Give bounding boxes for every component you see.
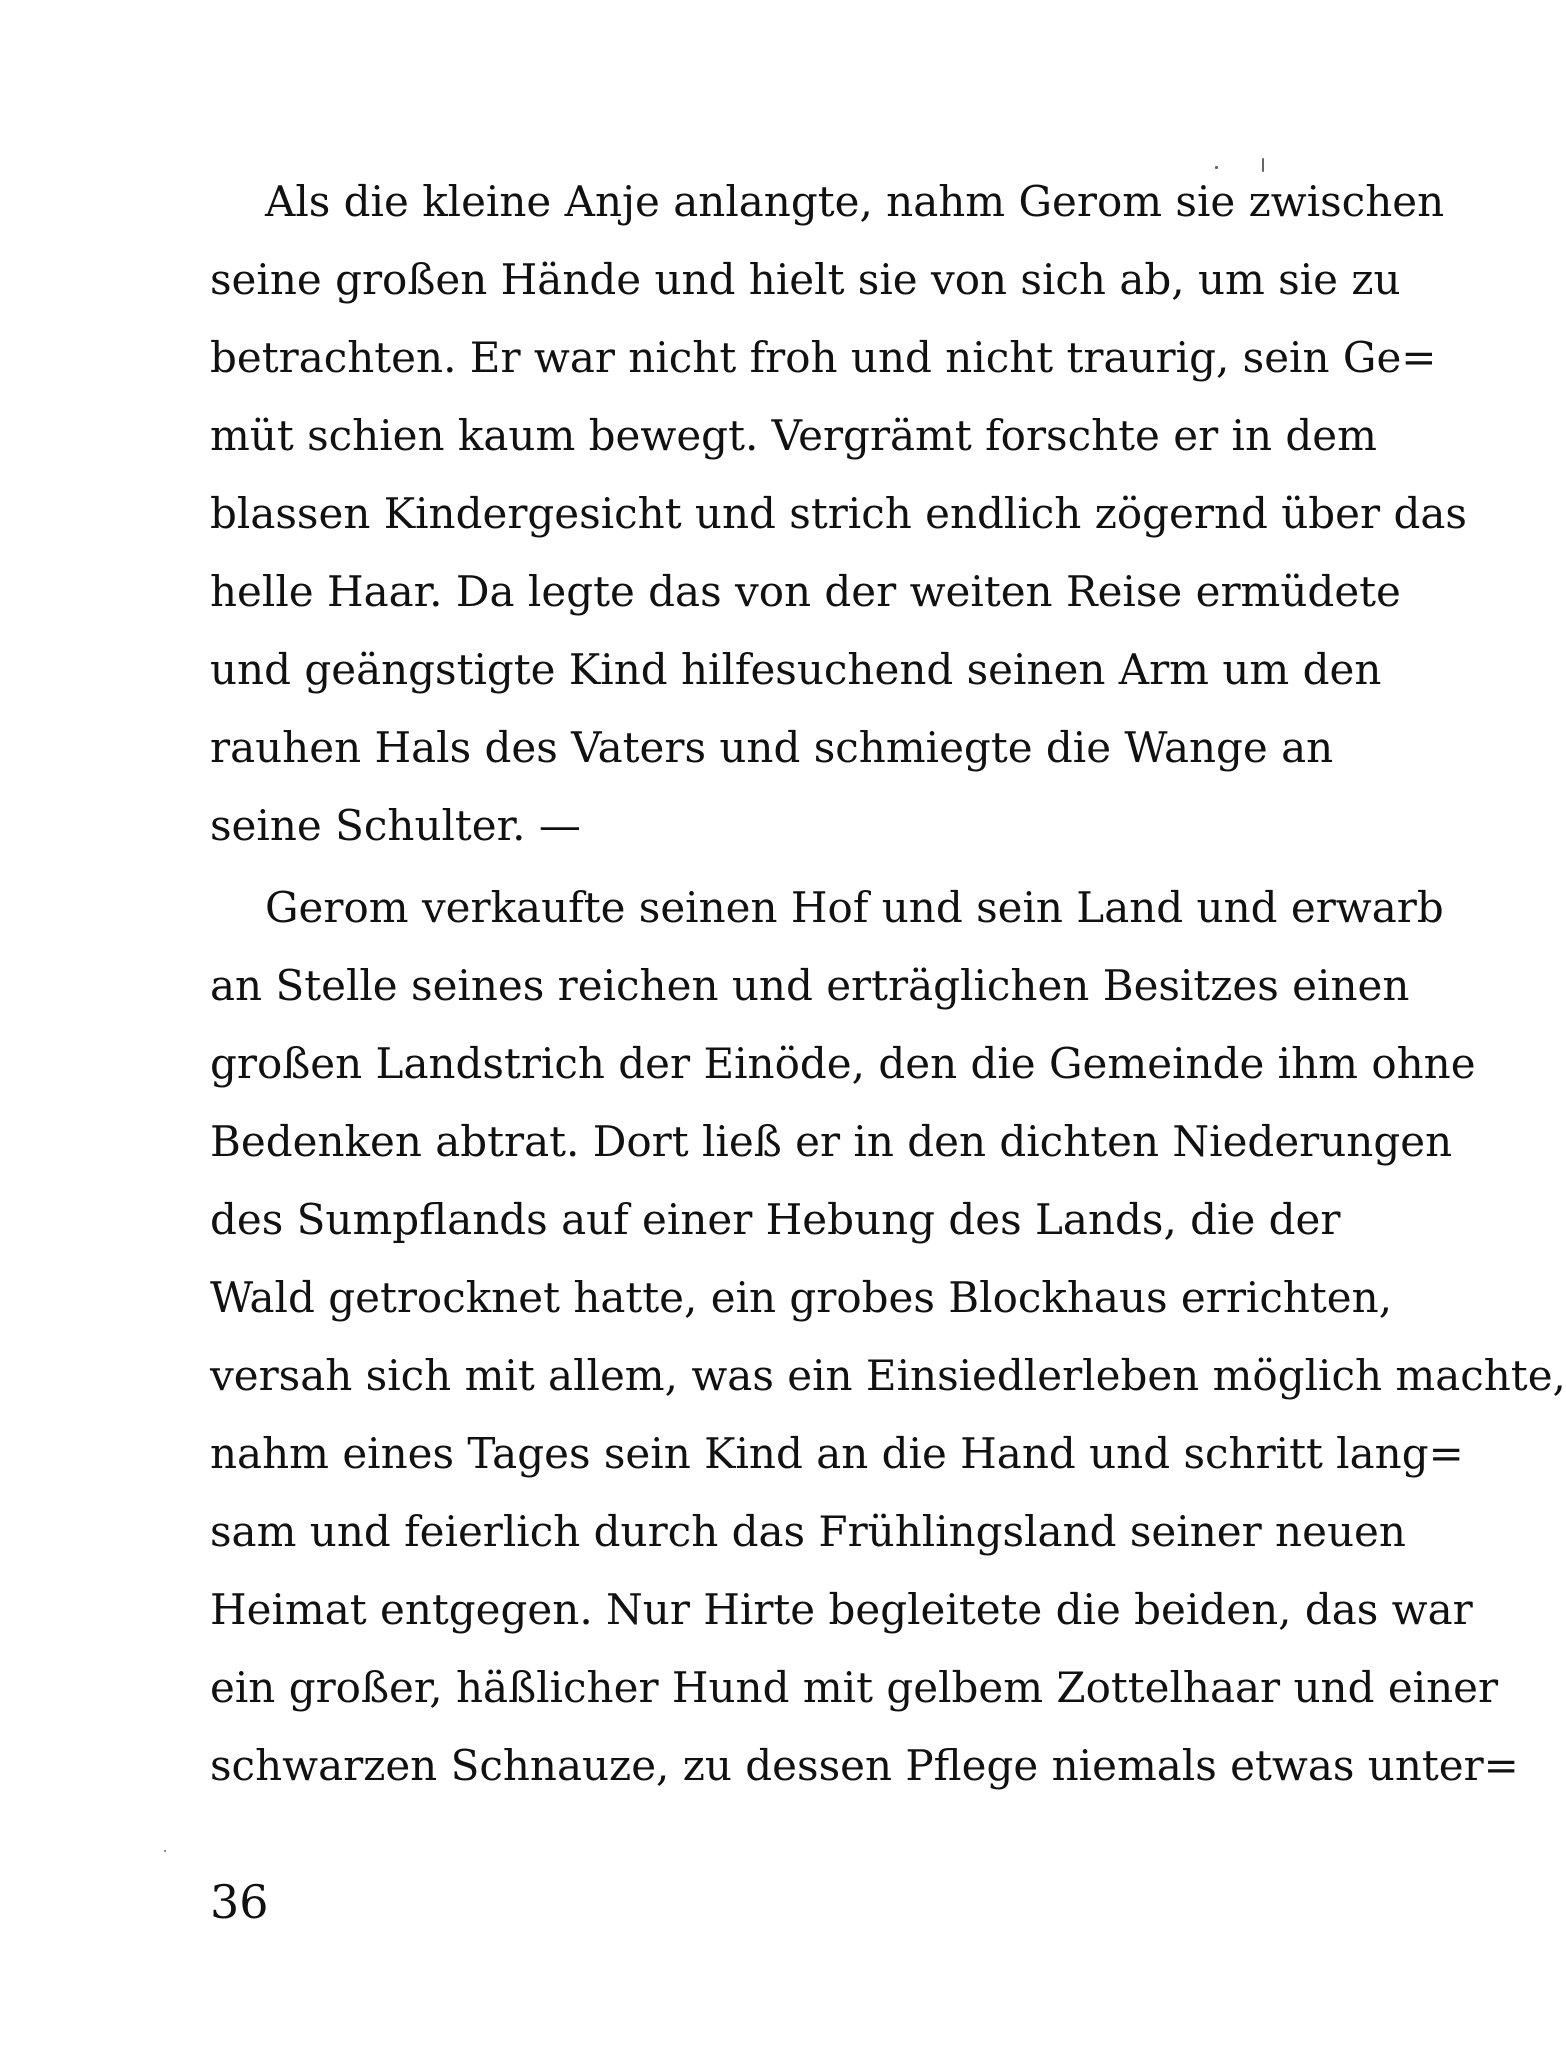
- text-line: blassen Kindergesicht und strich endlich zögernd über das: [210, 489, 1467, 538]
- text-line: und geängstigte Kind hilfesuchend seinen Arm um den: [210, 645, 1382, 694]
- text-line: sam und feierlich durch das Frühlingsland seiner neuen: [210, 1507, 1406, 1556]
- page-number: 36: [210, 1875, 269, 1929]
- text-line: Bedenken abtrat. Dort ließ er in den dichten Niederungen: [210, 1117, 1453, 1166]
- text-line: seine Schulter. —: [210, 801, 581, 850]
- text-line: ein großer, häßlicher Hund mit gelbem Zottelhaar und einer: [210, 1663, 1499, 1712]
- text-line: helle Haar. Da legte das von der weiten Reise ermüdete: [210, 567, 1401, 616]
- text-line: Wald getrocknet hatte, ein grobes Blockhaus errichten,: [210, 1273, 1393, 1322]
- text-line: Als die kleine Anje anlangte, nahm Gerom sie zwischen: [265, 177, 1445, 226]
- text-line: betrachten. Er war nicht froh und nicht traurig, sein Ge=: [210, 333, 1437, 382]
- text-line: an Stelle seines reichen und erträglichen Besitzes einen: [210, 961, 1410, 1010]
- text-line: Gerom verkaufte seinen Hof und sein Land und erwarb: [265, 883, 1444, 932]
- text-line: des Sumpflands auf einer Hebung des Lands, die der: [210, 1195, 1341, 1244]
- text-line: müt schien kaum bewegt. Vergrämt forschte er in dem: [210, 411, 1377, 460]
- text-line: versah sich mit allem, was ein Einsiedlerleben möglich machte,: [210, 1351, 1566, 1400]
- text-line: Heimat entgegen. Nur Hirte begleitete die beiden, das war: [210, 1585, 1473, 1634]
- text-line: rauhen Hals des Vaters und schmiegte die Wange an: [210, 723, 1334, 772]
- text-line: großen Landstrich der Einöde, den die Gemeinde ihm ohne: [210, 1039, 1476, 1088]
- text-line: seine großen Hände und hielt sie von sich ab, um sie zu: [210, 255, 1401, 304]
- scan-speck: [1215, 166, 1218, 169]
- text-line: schwarzen Schnauze, zu dessen Pflege niemals etwas unter=: [210, 1741, 1519, 1790]
- scan-speck: [164, 1850, 166, 1852]
- scan-speck: [1262, 158, 1264, 172]
- text-line: nahm eines Tages sein Kind an die Hand und schritt lang=: [210, 1429, 1464, 1478]
